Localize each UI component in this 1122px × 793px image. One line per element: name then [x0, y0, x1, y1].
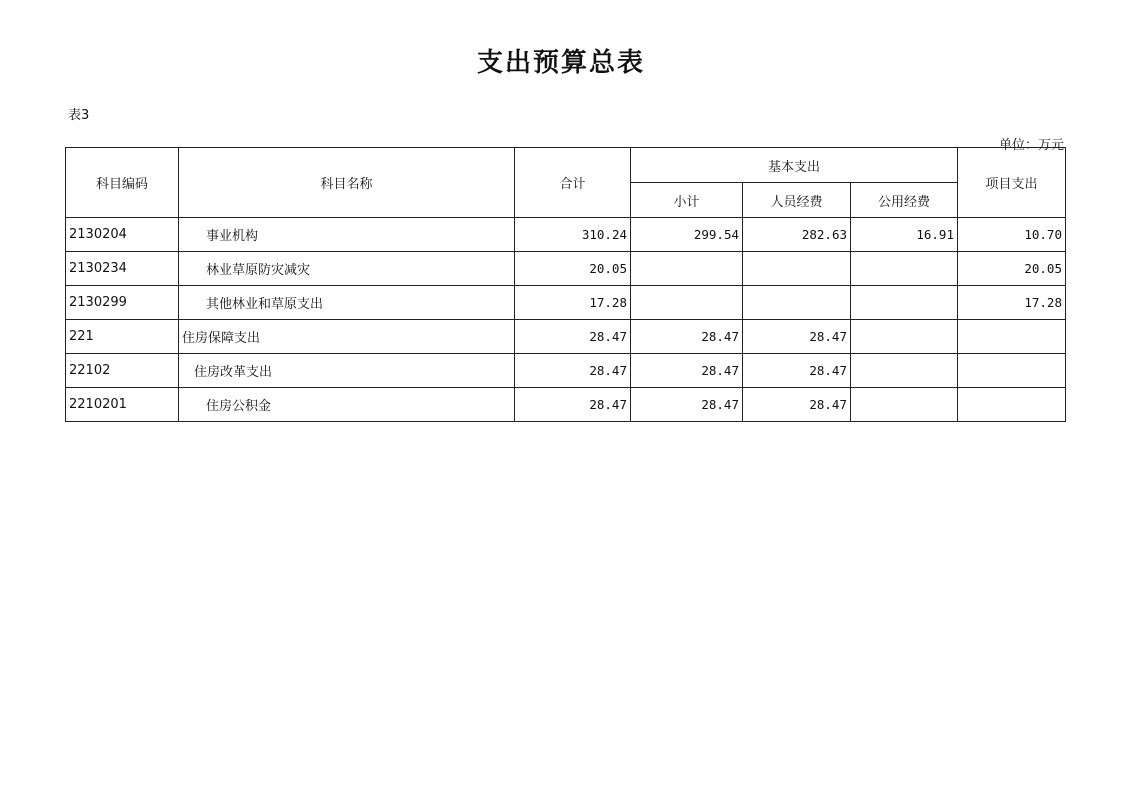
cell-subtotal: [631, 252, 743, 286]
header-code: 科目编码: [66, 148, 179, 218]
page-title: 支出预算总表: [476, 48, 645, 78]
cell-personnel: 28.47: [743, 388, 851, 422]
cell-public: [851, 320, 958, 354]
table-row: [66, 218, 1066, 252]
cell-public: [851, 388, 958, 422]
cell-personnel: [743, 252, 851, 286]
cell-project: 10.70: [958, 218, 1066, 252]
cell-total: 28.47: [515, 320, 631, 354]
header-personnel: 人员经费: [743, 183, 851, 218]
table-row: [66, 286, 1066, 320]
cell-personnel: [743, 286, 851, 320]
cell-project: 20.05: [958, 252, 1066, 286]
cell-public: [851, 286, 958, 320]
table-row: [66, 252, 1066, 286]
table-row: [66, 354, 1066, 388]
header-public: 公用经费: [851, 183, 958, 218]
cell-public: 16.91: [851, 218, 958, 252]
cell-total: 310.24: [515, 218, 631, 252]
cell-project: [958, 388, 1066, 422]
cell-subtotal: [631, 286, 743, 320]
expenditure-budget-table: [65, 147, 1066, 422]
cell-code: 221: [66, 320, 179, 354]
cell-name: 住房公积金: [179, 388, 515, 422]
cell-personnel: 28.47: [743, 354, 851, 388]
cell-total: 17.28: [515, 286, 631, 320]
table-number: 表3: [68, 108, 90, 123]
cell-subtotal: 28.47: [631, 354, 743, 388]
cell-total: 28.47: [515, 354, 631, 388]
cell-name: 林业草原防灾减灾: [179, 252, 515, 286]
cell-name: 事业机构: [179, 218, 515, 252]
cell-project: 17.28: [958, 286, 1066, 320]
cell-code: 2130299: [66, 286, 179, 320]
table-body: [66, 218, 1066, 422]
cell-personnel: 28.47: [743, 320, 851, 354]
table-row: [66, 320, 1066, 354]
header-project: 项目支出: [958, 148, 1066, 218]
cell-subtotal: 299.54: [631, 218, 743, 252]
cell-total: 28.47: [515, 388, 631, 422]
cell-project: [958, 354, 1066, 388]
cell-name: 住房保障支出: [179, 320, 515, 354]
unit-label: 单位：万元: [998, 138, 1064, 153]
cell-code: 22102: [66, 354, 179, 388]
header-name: 科目名称: [179, 148, 515, 218]
table-row: [66, 388, 1066, 422]
cell-code: 2210201: [66, 388, 179, 422]
cell-total: 20.05: [515, 252, 631, 286]
cell-subtotal: 28.47: [631, 388, 743, 422]
cell-subtotal: 28.47: [631, 320, 743, 354]
cell-name: 其他林业和草原支出: [179, 286, 515, 320]
cell-public: [851, 252, 958, 286]
cell-public: [851, 354, 958, 388]
header-basic: 基本支出: [631, 148, 958, 183]
cell-project: [958, 320, 1066, 354]
header-total: 合计: [515, 148, 631, 218]
cell-personnel: 282.63: [743, 218, 851, 252]
cell-code: 2130234: [66, 252, 179, 286]
cell-name: 住房改革支出: [179, 354, 515, 388]
cell-code: 2130204: [66, 218, 179, 252]
header-subtotal: 小计: [631, 183, 743, 218]
